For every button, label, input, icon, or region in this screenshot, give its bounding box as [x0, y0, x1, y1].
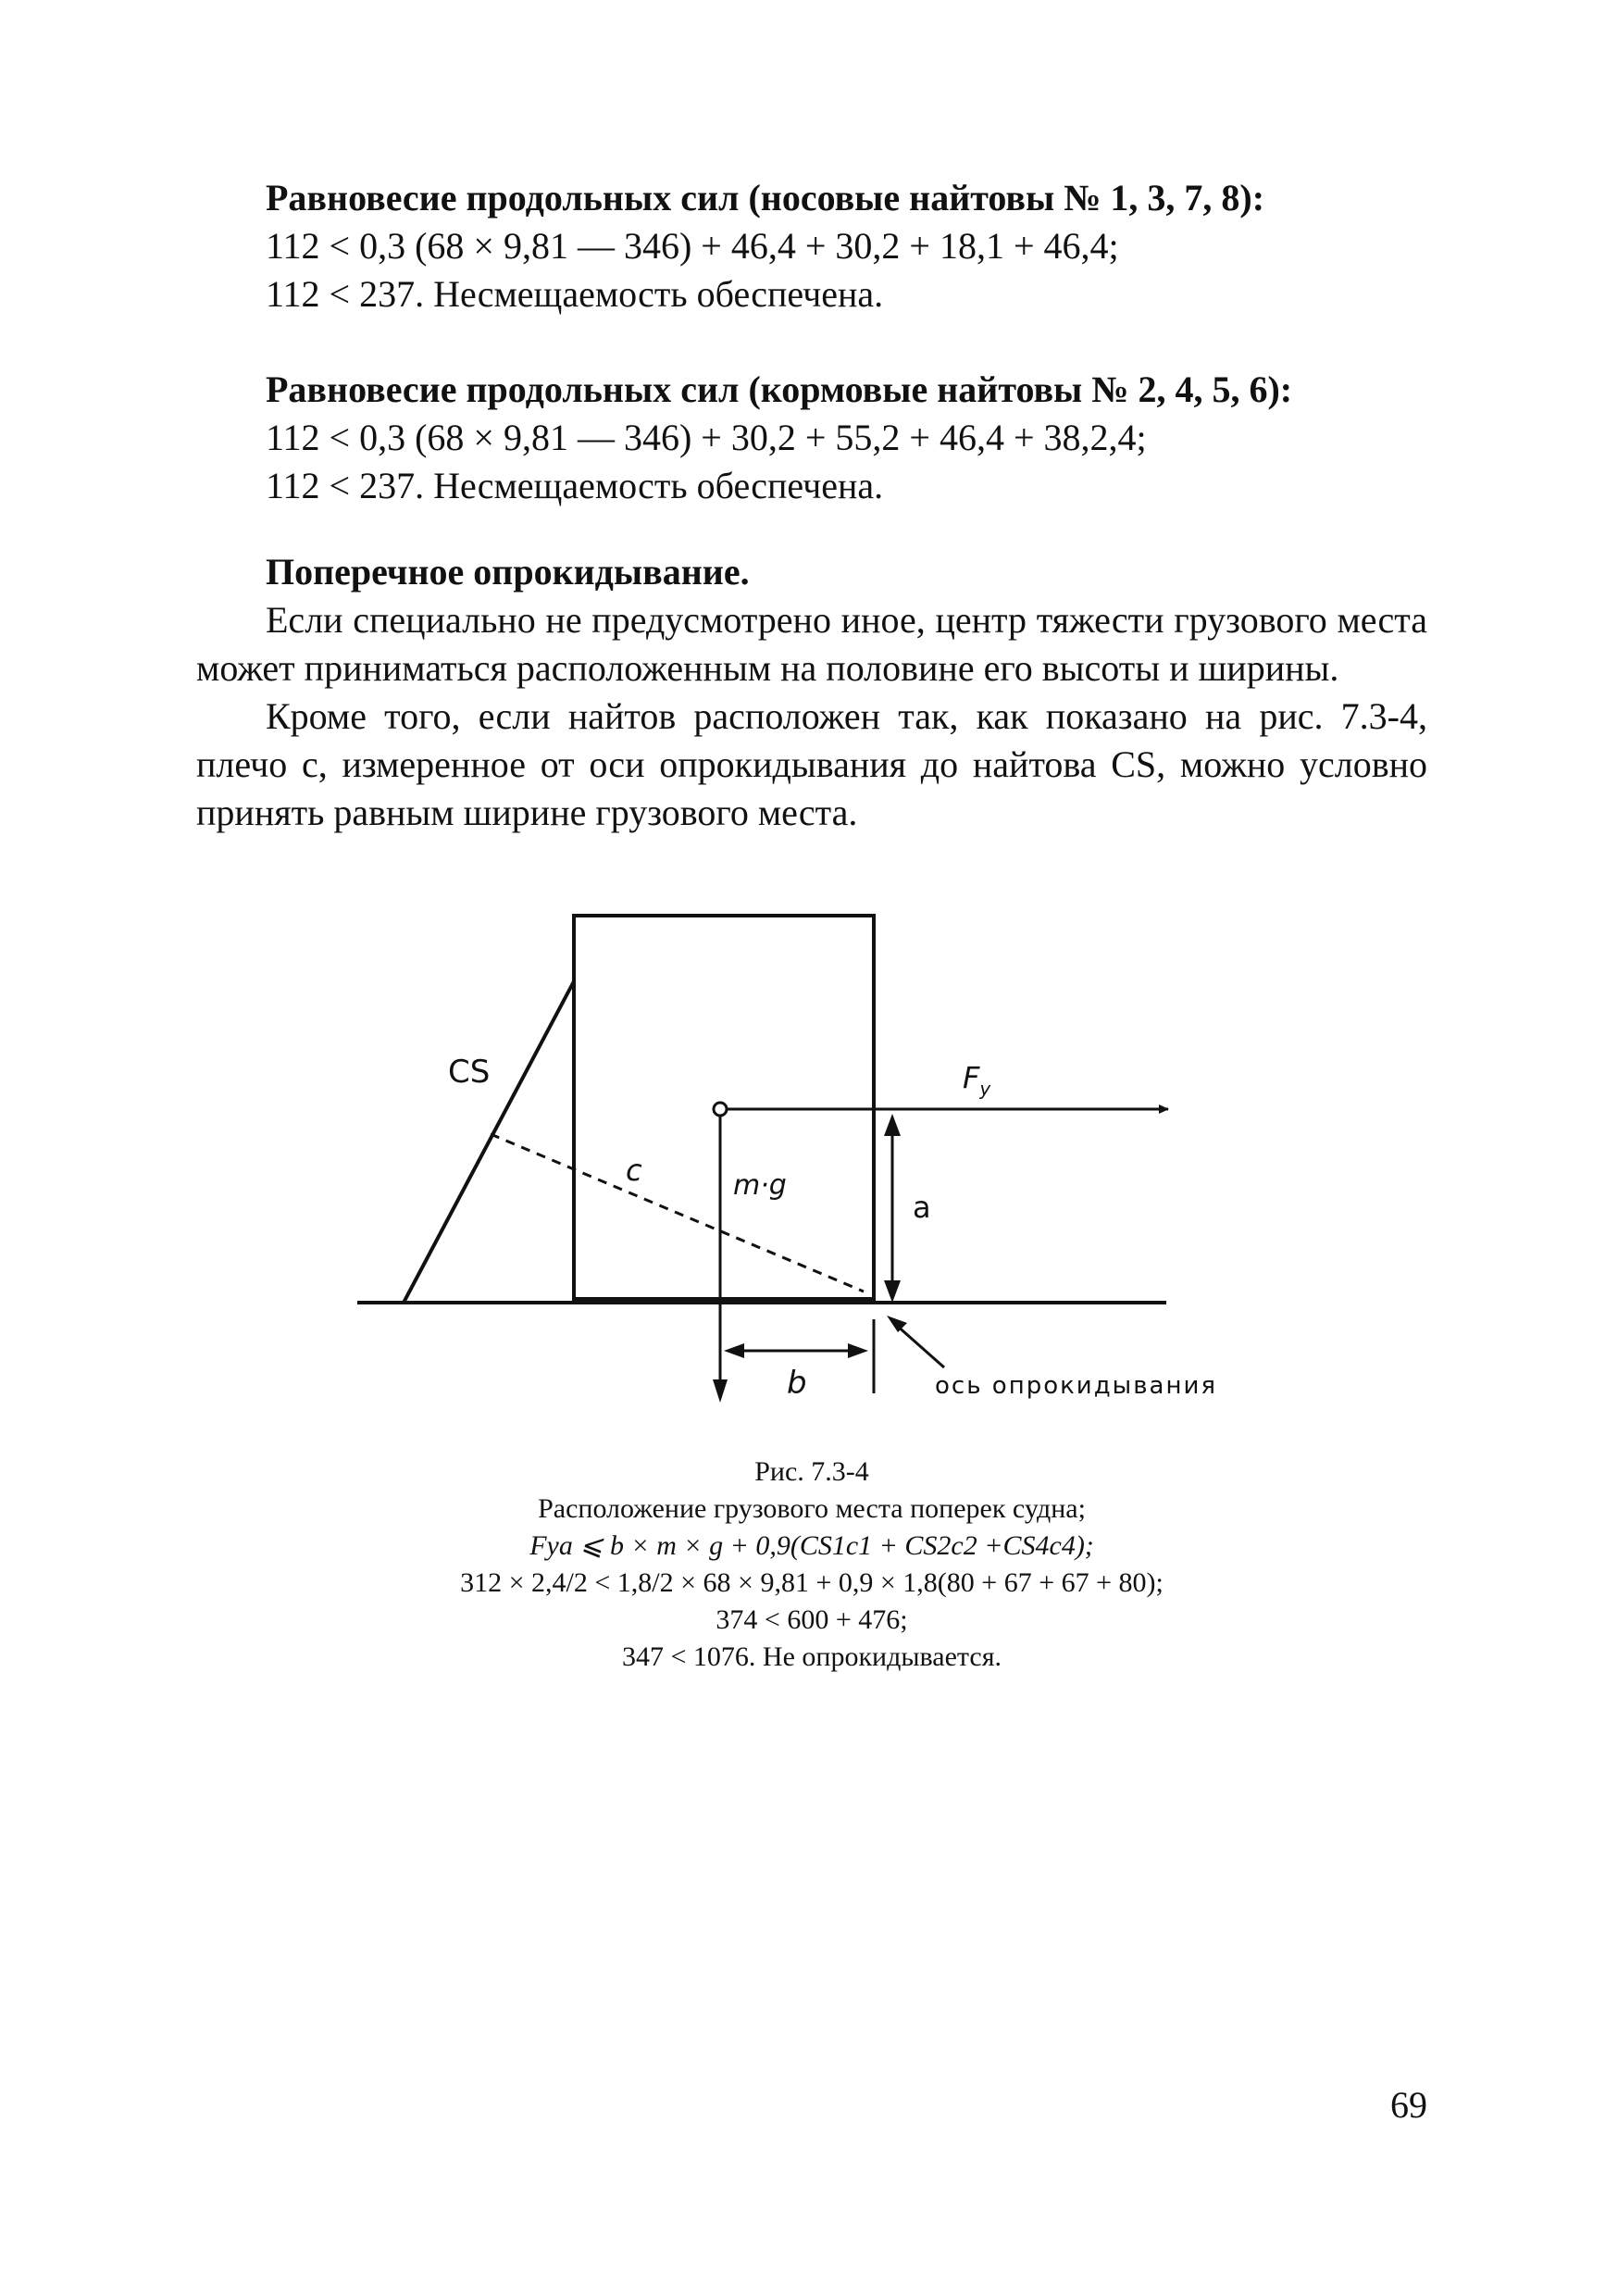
page-number: 69	[1390, 2084, 1427, 2126]
result-line: 112 < 237. Несмещаемость обеспечена.	[266, 465, 884, 506]
section-longitudinal-bow	[196, 174, 1427, 318]
label-a: a	[913, 1190, 931, 1225]
axis-pointer-line	[896, 1325, 944, 1367]
tipping-diagram	[352, 912, 1259, 1430]
dimension-b-arrow-left	[724, 1343, 744, 1358]
center-of-gravity	[714, 1103, 727, 1116]
figure-calc-2: 374 < 600 + 476;	[716, 1604, 908, 1635]
section-title: Равновесие продольных сил (носовые найтовы № 1, 3, 7, 8):	[266, 177, 1265, 218]
section-title: Поперечное опрокидывание.	[266, 551, 750, 593]
label-fy: $F_y$	[963, 1060, 991, 1100]
label-mg: m·g	[733, 1169, 787, 1202]
section-title: Равновесие продольных сил (кормовые найтовы № 2, 4, 5, 6):	[266, 368, 1293, 410]
figure-calc-1: 312 × 2,4/2 < 1,8/2 × 68 × 9,81 + 0,9 × 1,8(80 + 67 + 67 + 80);	[460, 1567, 1164, 1598]
equation-line: 112 < 0,3 (68 × 9,81 — 346) + 46,4 + 30,2 + 18,1 + 46,4;	[266, 225, 1119, 267]
figure-calc-3: 347 < 1076. Не опрокидывается.	[622, 1641, 1002, 1672]
lever-arm-c	[491, 1134, 864, 1292]
dimension-a-arrow-up	[884, 1114, 901, 1136]
figure-formula: Fya ⩽ b × m × g + 0,9(CS1c1 + CS2c2 +CS4c4);	[529, 1530, 1094, 1561]
label-b: b	[787, 1365, 807, 1402]
section-longitudinal-stern	[196, 366, 1427, 510]
lashing-line	[404, 981, 574, 1303]
axis-pointer-head	[887, 1316, 907, 1332]
result-line: 112 < 237. Несмещаемость обеспечена.	[266, 273, 884, 315]
dimension-b-arrow-right	[848, 1343, 868, 1358]
figure-caption	[196, 1454, 1427, 1676]
equation-line: 112 < 0,3 (68 × 9,81 — 346) + 30,2 + 55,2 + 46,4 + 38,2,4;	[266, 417, 1147, 458]
figure-number: Рис. 7.3-4	[754, 1456, 869, 1487]
paragraph: Если специально не предусмотрено иное, центр тяжести грузового места может приниматься расположенным на половине его высоты и ширины.	[196, 599, 1427, 689]
label-c: c	[626, 1153, 642, 1188]
label-tipping-axis: ось опрокидывания	[935, 1372, 1218, 1400]
section-transverse-tipping	[196, 548, 1427, 837]
figure-title: Расположение грузового места поперек судна;	[538, 1493, 1086, 1524]
dimension-a-arrow-down	[884, 1280, 901, 1303]
gravity-arrow-head	[713, 1379, 728, 1403]
label-cs: CS	[448, 1054, 491, 1091]
paragraph: Кроме того, если найтов расположен так, как показано на рис. 7.3-4, плечо c, измеренное от оси опрокидывания до найтова CS, можно условно принять равным ширине грузового места.	[196, 695, 1427, 833]
